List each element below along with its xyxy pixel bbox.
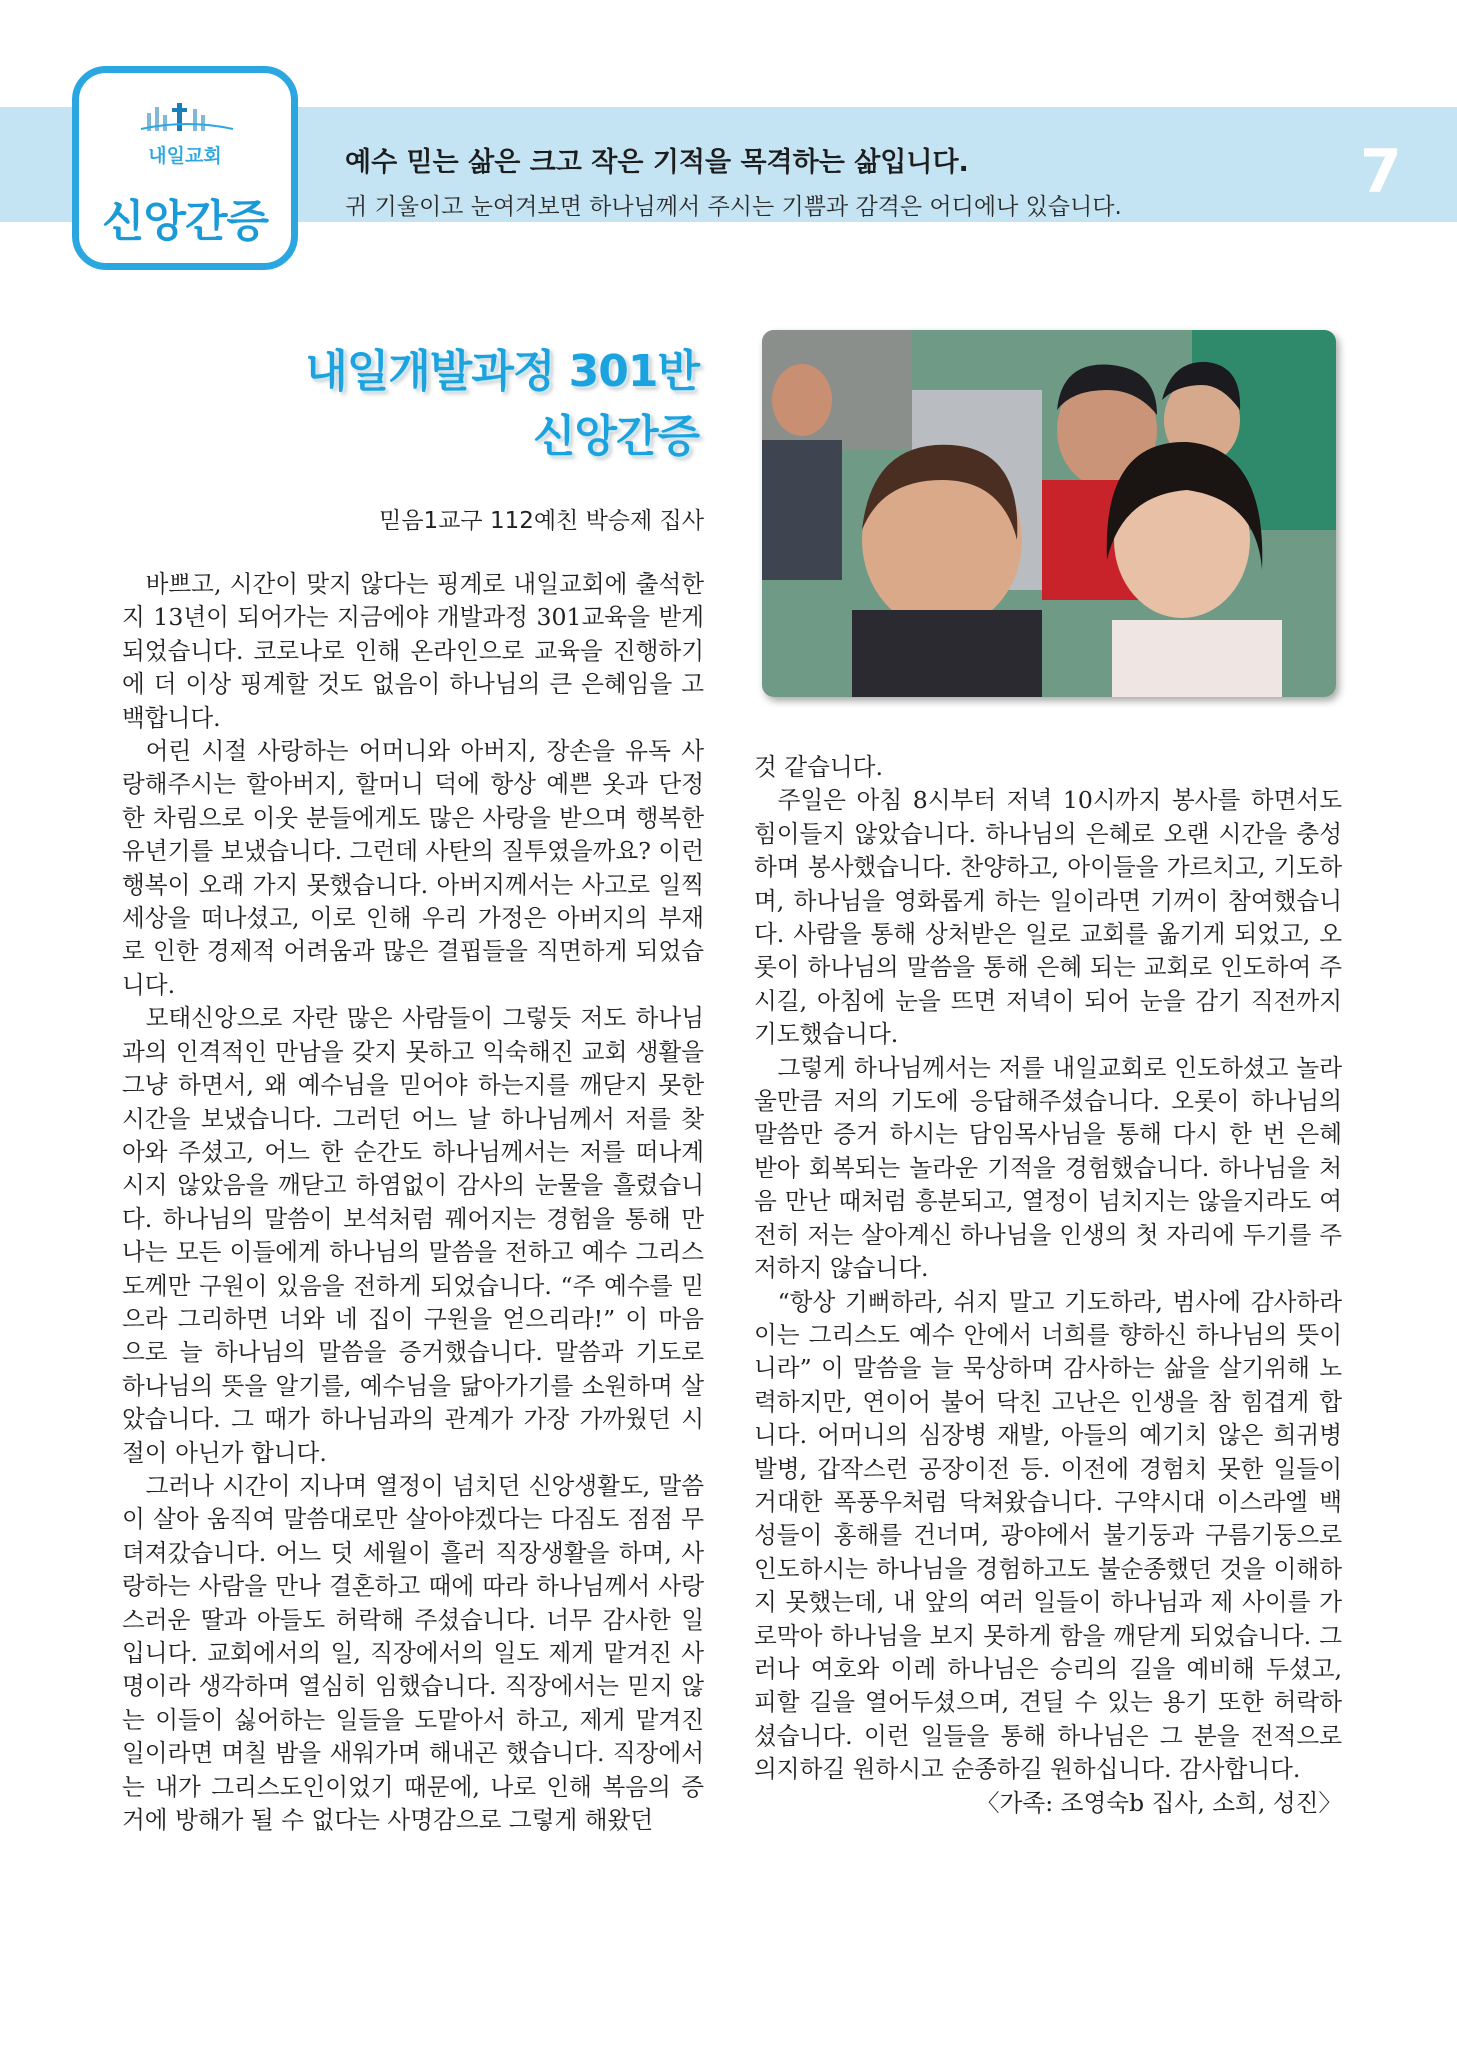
church-logo-text: 내일교회 <box>148 145 222 167</box>
article-title-line1: 내일개발과정 301반 <box>305 346 699 397</box>
section-badge <box>72 66 298 270</box>
article-paragraph: 바쁘고, 시간이 맞지 않다는 핑계로 내일교회에 출석한지 13년이 되어가는 지금에야 개발과정 301교육을 받게 되었습니다. 코로나로 인해 온라인으로 교육을 진행하기에 더 이상 핑계할 것도 없음이 하나님의 큰 은혜임을 고백합니다. <box>122 570 704 732</box>
section-title: 신앙간증 <box>101 196 268 247</box>
church-logo-icon <box>137 95 237 135</box>
article-column-1 <box>122 568 704 1837</box>
article-paragraph: 그렇게 하나님께서는 저를 내일교회로 인도하셨고 놀라울만큼 저의 기도에 응답해주셨습니다. 오롯이 하나님의 말씀만 증거 하시는 담임목사님을 통해 다시 한 번 은혜 받아 회복되는 놀라운 기적을 경험했습니다. 하나님을 처음 만난 때처럼 흥분되고, 열정이 넘치지는 않을지라도 여전히 저는 살아계신 하나님을 인생의 첫 자리에 두기를 주저하지 않습니다. <box>754 1053 1342 1283</box>
article-paragraph: 주일은 아침 8시부터 저녁 10시까지 봉사를 하면서도 힘이들지 않았습니다. 하나님의 은혜로 오랜 시간을 충성하며 봉사했습니다. 찬양하고, 아이들을 가르치고, 기도하며, 하나님을 영화롭게 하는 일이라면 기꺼이 참여했습니다. 사람을 통해 상처받은 일로 교회를 옮기게 되었고, 오롯이 하나님의 말씀을 통해 은혜 되는 교회로 인도하여 주시길, 아침에 눈을 뜨면 저녁이 되어 눈을 감기 직전까지 기도했습니다. <box>754 786 1342 1049</box>
article-paragraph: 그러나 시간이 지나며 열정이 넘치던 신앙생활도, 말씀이 살아 움직여 말씀대로만 살아야겠다는 다짐도 점점 무뎌져갔습니다. 어느 덧 세월이 흘러 직장생활을 하며, 사랑하는 사람을 만나 결혼하고 때에 따라 하나님께서 사랑스러운 딸과 아들도 허락해 주셨습니다. 너무 감사한 일입니다. 교회에서의 일, 직장에서의 일도 제게 맡겨진 사명이라 생각하며 열심히 임했습니다. 직장에서는 믿지 않는 이들이 싫어하는 일들을 도맡아서 하고, 제게 맡겨진 일이라면 며칠 밤을 새워가며 해내곤 했습니다. 직장에서는 내가 그리스도인이었기 때문에, 나로 인해 복음의 증거에 방해가 될 수 없다는 사명감으로 그렇게 해왔던 <box>122 1471 704 1835</box>
article-paragraph: 어린 시절 사랑하는 어머니와 아버지, 장손을 유독 사랑해주시는 할아버지, 할머니 덕에 항상 예쁜 옷과 단정한 차림으로 이웃 분들에게도 많은 사랑을 받으며 행복한 유년기를 보냈습니다. 그런데 사탄의 질투였을까요? 이런 행복이 오래 가지 못했습니다. 아버지께서는 사고로 일찍 세상을 떠나셨고, 이로 인해 우리 가정은 아버지의 부재로 인한 경제적 어려움과 많은 결핍들을 직면하게 되었습니다. <box>122 737 704 999</box>
article-author: 믿음1교구 112예친 박승제 집사 <box>379 508 704 534</box>
article-paragraph: “항상 기뻐하라, 쉬지 말고 기도하라, 범사에 감사하라 이는 그리스도 예수 안에서 너희를 향하신 하나님의 뜻이니라” 이 말씀을 늘 묵상하며 감사하는 삶을 살기위해 노력하지만, 연이어 불어 닥친 고난은 인생을 참 힘겹게 합니다. 어머니의 심장병 재발, 아들의 예기치 않은 희귀병 발병, 갑작스런 공장이전 등. 이전에 경험치 못한 일들이 거대한 폭풍우처럼 닥쳐왔습니다. 구약시대 이스라엘 백성들이 홍해를 건너며, 광야에서 불기둥과 구름기둥으로 인도하시는 하나님을 경험하고도 불순종했던 것을 이해하지 못했는데, 내 앞의 여러 일들이 하나님과 제 사이를 가로막아 하나님을 보지 못하게 함을 깨닫게 되었습니다. 그러나 여호와 이레 하나님은 승리의 길을 예비해 두셨고, 피할 길을 열어두셨으며, 견딜 수 있는 용기 또한 허락하셨습니다. 이런 일들을 통해 하나님은 그 분을 전적으로 의지하길 원하시고 순종하길 원하십니다. 감사합니다. <box>754 1287 1342 1784</box>
article-paragraph: 모태신앙으로 자란 많은 사람들이 그렇듯 저도 하나님과의 인격적인 만남을 갖지 못하고 익숙해진 교회 생활을 그냥 하면서, 왜 예수님을 믿어야 하는지를 깨닫지 못한 시간을 보냈습니다. 그러던 어느 날 하나님께서 저를 찾아와 주셨고, 어느 한 순간도 하나님께서는 저를 떠나계시지 않았음을 깨닫고 하염없이 감사의 눈물을 흘렸습니다. 하나님의 말씀이 보석처럼 꿰어지는 경험을 통해 만나는 모든 이들에게 하나님의 말씀을 전하고 예수 그리스도께만 구원이 있음을 전하게 되었습니다. “주 예수를 믿으라 그리하면 너와 네 집이 구원을 얻으리라!” 이 마음으로 늘 하나님의 말씀을 증거했습니다. 말씀과 기도로 하나님의 뜻을 알기를, 예수님을 닮아가기를 소원하며 살았습니다. 그 때가 하나님과의 관계가 가장 가까웠던 시절이 아닌가 합니다. <box>122 1004 704 1467</box>
family-photo <box>762 330 1336 697</box>
article-title-line2: 신앙간증 <box>532 411 699 462</box>
article-paragraph-continued: 것 같습니다. <box>754 753 883 781</box>
family-photo-icon <box>762 330 1336 697</box>
page-number: 7 <box>1360 137 1402 207</box>
header-headline: 예수 믿는 삶은 크고 작은 기적을 목격하는 삶입니다. <box>345 147 969 178</box>
article-column-2 <box>754 751 1342 1820</box>
family-signature: 〈가족: 조영숙b 집사, 소희, 성진〉 <box>976 1788 1342 1817</box>
header-subline: 귀 기울이고 눈여겨보면 하나님께서 주시는 기쁨과 감격은 어디에나 있습니다. <box>345 194 1122 220</box>
